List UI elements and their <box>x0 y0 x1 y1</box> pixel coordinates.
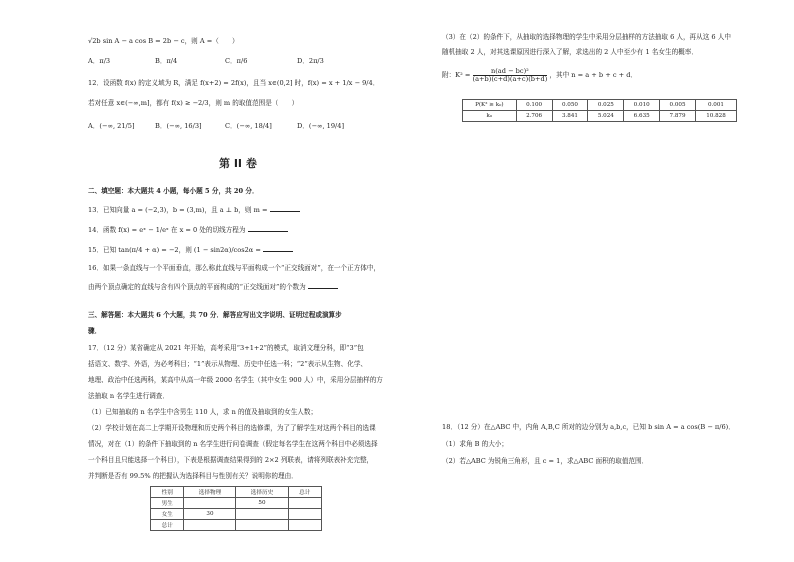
table-cell: 0.005 <box>660 100 696 111</box>
q17-line: （1）已知抽取的 n 名学生中含男生 110 人，求 n 的值及抽取到的女生人数； <box>88 408 318 416</box>
table-header: 总计 <box>288 487 322 498</box>
q13-blank <box>270 205 300 212</box>
q18-stem: 18．（12 分）在△ABC 中，内角 A,B,C 所对的边分别为 a,b,c，已知 b sin A = a cos(B − π/6)． <box>442 423 735 431</box>
q11-option-c: C．π/6 <box>225 57 248 65</box>
table-cell: 5.024 <box>588 111 624 122</box>
solve-section-header-cont: 骤． <box>88 327 102 335</box>
table-header: P(K² ≥ k₀) <box>463 100 517 111</box>
table-cell <box>184 498 236 509</box>
table-cell: 0.001 <box>695 100 736 111</box>
table-cell: 总计 <box>151 520 184 531</box>
table-cell: 0.025 <box>588 100 624 111</box>
formula-prefix: 附：K² = <box>442 71 471 80</box>
section-title: 第 II 卷 <box>219 157 257 170</box>
table-row <box>463 100 737 111</box>
q17-line: 一个科目且只能选择一个科目），下表是根据调查结果得到的 2×2 列联表，请将列联表补充完整， <box>88 456 374 464</box>
table-header-row <box>151 487 322 498</box>
table-cell: 0.050 <box>552 100 588 111</box>
q12-line2: 若对任意 x∈(−∞,m]，都有 f(x) ≥ −2/3，则 m 的取值范围是（ ） <box>88 99 299 107</box>
q15-text: 15．已知 tan(π/4 + α) = −2，则 (1 − sin2α)/cos2α = <box>88 246 261 254</box>
q17-line: 并判断是否有 99.5% 的把握认为选择科目与性别有关？说明你的理由． <box>88 472 298 480</box>
table-cell <box>236 520 288 531</box>
q13 <box>88 205 300 214</box>
q17-line: 地理、政治中任选两科，某高中从高一年级 2000 名学生（其中女生 900 人）中，采用分层抽样的方 <box>88 376 383 384</box>
q16-line1: 16．如果一条直线与一个平面垂直，那么称此直线与平面构成一个“正交线面对”，在一个正方体中， <box>88 264 381 272</box>
table-row <box>151 509 322 520</box>
q11-option-a: A．π/3 <box>88 57 111 65</box>
q11-option-b: B．π/4 <box>155 57 178 65</box>
table-row <box>151 520 322 531</box>
q17-line: （2）学校计划在高二上学期开设物理和历史两个科目的选修课，为了了解学生对这两个科目的选课 <box>88 424 376 432</box>
q11-option-d: D．2π/3 <box>297 57 324 65</box>
q17-3-line2: 随机抽取 2 人，对其选课原因进行深入了解，求选出的 2 人中至少有 1 名女生的概率． <box>442 48 698 56</box>
table-cell: 30 <box>184 509 236 520</box>
table-cell: 0.100 <box>516 100 552 111</box>
table-cell: 女生 <box>151 509 184 520</box>
table-cell <box>288 498 322 509</box>
q14-blank <box>248 225 288 232</box>
table-header: 选择物理 <box>184 487 236 498</box>
table-row <box>151 498 322 509</box>
q16-blank <box>308 282 338 289</box>
table-cell <box>236 509 288 520</box>
contingency-table <box>150 486 322 531</box>
q12-option-b: B．(−∞, 16/3] <box>155 122 202 130</box>
table-cell: 10.828 <box>695 111 736 122</box>
q18-part1: （1）求角 B 的大小； <box>442 440 508 448</box>
q17-line: 情况，对在（1）的条件下抽取到的 n 名学生进行问卷调查（假定每名学生在这两个科目中必须选择 <box>88 440 378 448</box>
k-value-table <box>462 99 737 122</box>
q17-3-line1: （3）在（2）的条件下，从抽取的选择物理的学生中采用分层抽样的方法抽取 6 人，再从这 6 人中 <box>442 33 731 41</box>
table-cell: 6.635 <box>624 111 660 122</box>
q12-option-a: A．(−∞, 21/5] <box>88 122 135 130</box>
solve-section-header: 三、解答题：本大题共 6 个大题，共 70 分．解答应写出文字说明、证明过程或演算步 <box>88 311 342 319</box>
q17-line: 括语文、数学、外语，为必考科目；“1”表示从物理、历史中任选一科；“2”表示从生物、化学、 <box>88 360 368 368</box>
q12-option-d: D．(−∞, 19/4] <box>297 122 345 130</box>
table-cell: 50 <box>236 498 288 509</box>
table-header: k₀ <box>463 111 517 122</box>
formula-suffix: ，其中 n = a + b + c + d． <box>549 71 638 80</box>
q12-option-c: C．(−∞, 18/4] <box>225 122 272 130</box>
q17-line: 17．（12 分）某省确定从 2021 年开始，高考采用“3+1+2”的模式，取消文理分科，即“3”包 <box>88 344 364 352</box>
table-cell: 7.879 <box>660 111 696 122</box>
table-cell: 3.841 <box>552 111 588 122</box>
formula-denominator: (a+b)(c+d)(a+c)(b+d) <box>472 74 548 83</box>
q13-text: 13．已知向量 a = (−2,3)，b = (3,m)，且 a ⊥ b，则 m = <box>88 206 268 214</box>
q16-line2 <box>88 282 338 291</box>
q14-text: 14．函数 f(x) = eˣ − 1/eˣ 在 x = 0 处的切线方程为 <box>88 226 246 234</box>
q11-stem: √2b sin A − a cos B = 2b − c，则 A =（ ） <box>88 37 239 45</box>
table-cell <box>184 520 236 531</box>
q14 <box>88 225 288 234</box>
formula-fraction <box>473 68 548 82</box>
formula-numerator: n(ad − bc)² <box>473 68 548 76</box>
table-cell: 0.010 <box>624 100 660 111</box>
table-cell: 2.706 <box>516 111 552 122</box>
table-cell <box>288 520 322 531</box>
formula <box>442 68 637 82</box>
q18-part2: （2）若△ABC 为锐角三角形，且 c = 1，求△ABC 面积的取值范围． <box>442 457 649 465</box>
q15 <box>88 245 293 254</box>
table-cell <box>288 509 322 520</box>
q17-line: 法抽取 n 名学生进行调查． <box>88 392 169 400</box>
q12-line1: 12．设函数 f(x) 的定义域为 R，满足 f(x+2) = 2f(x)，且当 x∈(0,2] 时，f(x) = x + 1/x − 9/4． <box>88 79 380 87</box>
table-row <box>463 111 737 122</box>
table-cell: 男生 <box>151 498 184 509</box>
fill-section-header: 二、填空题：本大题共 4 小题，每小题 5 分，共 20 分． <box>88 187 259 195</box>
table-header: 性别 <box>151 487 184 498</box>
q16-text: 由两个顶点确定的直线与含有四个顶点的平面构成的“正交线面对”的个数为 <box>88 283 306 291</box>
q15-blank <box>263 245 293 252</box>
table-header: 选择历史 <box>236 487 288 498</box>
